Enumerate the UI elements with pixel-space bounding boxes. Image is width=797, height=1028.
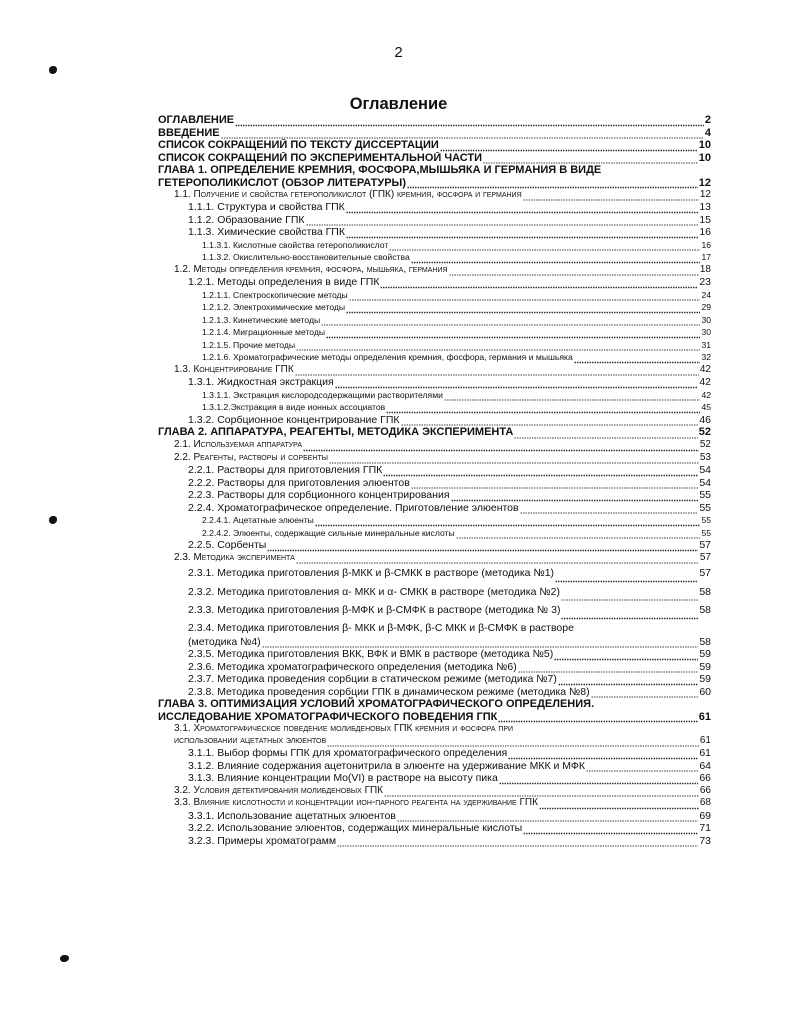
toc-entry-page: 13 <box>699 201 711 214</box>
toc-entry-page: 42 <box>699 376 711 389</box>
toc-entry-page: 54 <box>699 476 711 489</box>
toc-leader-dots <box>389 243 700 251</box>
toc-entry-page: 61 <box>699 735 711 747</box>
page-number: 2 <box>394 44 403 61</box>
toc-leader-dots <box>401 418 699 426</box>
toc-entry-text: 2.3.7. Методика проведения сорбции в статическом режиме (методика №7) <box>188 673 557 686</box>
toc-entry[interactable] <box>158 810 711 823</box>
toc-entry[interactable] <box>158 326 711 339</box>
toc-entry-page: 32 <box>701 352 711 363</box>
toc-entry-page: 55 <box>701 515 711 526</box>
toc-entry-text: ИССЛЕДОВАНИЕ ХРОМАТОГРАФИЧЕСКОГО ПОВЕДЕНИЯ ГПК <box>158 710 498 723</box>
toc-entry-page: 29 <box>701 302 711 313</box>
toc-entry[interactable] <box>158 477 711 490</box>
toc-entry-page: 54 <box>699 464 711 477</box>
toc-leader-dots <box>306 218 699 226</box>
toc-entry-text: 1.1.3.2. Окислительно-восстановительные свойства <box>202 252 410 263</box>
toc-leader-dots <box>554 653 698 661</box>
toc-leader-dots <box>561 593 698 601</box>
toc-entry[interactable] <box>158 152 711 165</box>
toc-entry-page: 71 <box>699 822 711 835</box>
toc-entry-page: 30 <box>701 327 711 338</box>
toc-leader-dots <box>295 368 699 376</box>
toc-leader-dots <box>335 381 699 389</box>
toc-entry[interactable] <box>158 686 711 699</box>
toc-entry[interactable] <box>158 276 711 289</box>
toc-entry[interactable] <box>158 214 711 227</box>
toc-entry-text: 2.3.1. Методика приготовления β-МКК и β-СМКК в растворе (методика №1) <box>188 567 555 580</box>
toc-entry-page: 42 <box>699 363 711 375</box>
toc-entry[interactable] <box>158 747 711 760</box>
toc-entry-page: 15 <box>699 213 711 226</box>
toc-entry-text: 2.2.4.1. Ацетатные элюенты <box>202 515 314 526</box>
toc-entry-page: 17 <box>701 252 711 263</box>
toc-leader-dots <box>586 764 698 772</box>
toc-entry[interactable] <box>158 426 711 439</box>
toc-entry-text: 2.3.8. Методика проведения сорбции ГПК в динамическом режиме (методика №8) <box>188 685 590 698</box>
toc-leader-dots <box>346 206 699 214</box>
toc-entry-page: 24 <box>701 289 711 300</box>
toc-entry-text: 3.3. Влияние кислотности и концентрации ион-парного реагента на удерживание ГПК <box>174 797 538 809</box>
toc-entry-page: 52 <box>698 426 711 439</box>
toc-entry[interactable] <box>158 314 711 327</box>
toc-leader-dots <box>591 690 699 698</box>
toc-entry-text: 1.3.1.2.Экстракция в виде ионных ассоциатов <box>202 402 386 413</box>
toc-entry[interactable] <box>158 364 711 377</box>
toc-leader-dots <box>315 519 701 527</box>
toc-leader-dots <box>384 789 699 797</box>
toc-entry[interactable] <box>158 489 711 502</box>
toc-entry-page: 66 <box>699 784 711 796</box>
toc-entry-page: 58 <box>699 635 711 648</box>
hole-punch-mark <box>60 955 69 962</box>
toc-entry-page: 30 <box>701 314 711 325</box>
toc-entry-text: 1.2.1.1. Спектроскопические методы <box>202 289 348 300</box>
toc-entry-page: 59 <box>699 673 711 686</box>
toc-leader-dots <box>558 678 698 686</box>
toc-entry-text: 2.2. Реагенты, растворы и сорбенты <box>174 451 328 463</box>
toc-leader-dots <box>337 839 698 847</box>
toc-leader-dots <box>321 318 700 326</box>
toc-entry[interactable] <box>158 785 711 798</box>
toc-entry-text: 2.2.4.2. Элюенты, содержащие сильные минеральные кислоты <box>202 527 455 538</box>
toc-leader-dots <box>483 156 698 164</box>
toc-entry-text: 1.3. Концентрирование ГПК <box>174 363 294 375</box>
toc-entry-text: 2.2.2. Растворы для приготовления элюентов <box>188 476 410 489</box>
toc-entry-text: ГЕТЕРОПОЛИКИСЛОТ (ОБЗОР ЛИТЕРАТУРЫ) <box>158 176 406 189</box>
toc-entry-text: 1.2. Методы определения кремния, фосфора, мышьяка, германия <box>174 263 448 275</box>
toc-leader-dots <box>346 231 698 239</box>
toc-entry-page: 66 <box>699 772 711 785</box>
toc-leader-dots <box>523 827 698 835</box>
toc-entry-page: 52 <box>699 439 711 451</box>
toc-entry-text: 1.1.3.1. Кислотные свойства гетерополикислот <box>202 239 389 250</box>
toc-entry-page: 61 <box>698 710 711 723</box>
toc-entry-text: 1.2.1.2. Электрохимические методы <box>202 302 346 313</box>
toc-entry-page: 4 <box>704 126 711 139</box>
toc-entry-text: 1.1.1. Структура и свойства ГПК <box>188 201 345 214</box>
toc-entry[interactable] <box>158 583 711 602</box>
toc-leader-dots <box>327 739 699 747</box>
toc-entry[interactable] <box>158 797 711 810</box>
toc-entry[interactable] <box>158 673 711 686</box>
toc-entry-page: 10 <box>698 151 711 164</box>
toc-entry-text: 3.2.2. Использование элюентов, содержащих минеральные кислоты <box>188 822 523 835</box>
toc-entry-text: 2.3.6. Методика хроматографического определения (методика №6) <box>188 660 517 673</box>
toc-entry[interactable] <box>158 452 711 465</box>
toc-entry-page: 2 <box>704 114 711 126</box>
toc-entry-text: (методика №4) <box>188 635 261 648</box>
toc-entry-text: 1.2.1.3. Кинетические методы <box>202 314 321 325</box>
toc-leader-dots <box>520 506 699 514</box>
toc-entry-page: 31 <box>701 339 711 350</box>
toc-entry-text: 1.3.1.1. Экстракция кислородсодержащими растворителями <box>202 389 443 400</box>
toc-entry[interactable] <box>158 351 711 364</box>
toc-leader-dots <box>407 181 698 189</box>
toc-entry-page: 57 <box>699 567 711 580</box>
toc-entry[interactable] <box>158 289 711 302</box>
toc-entry-text: 2.2.1. Растворы для приготовления ГПК <box>188 464 383 477</box>
toc-entry[interactable] <box>158 339 711 352</box>
toc-entry-page: 68 <box>699 797 711 809</box>
toc-entry-text: 3.1.1. Выбор формы ГПК для хроматографического определения <box>188 747 508 760</box>
toc-entry[interactable] <box>158 464 711 477</box>
toc-entry-text: 1.2.1.5. Прочие методы <box>202 339 296 350</box>
toc-entry-continuation[interactable] <box>174 735 711 747</box>
toc-entry[interactable] <box>158 301 711 314</box>
toc-entry-text: 2.3.5. Методика приготовления ВКК, ВФК и ВМК в растворе (методика №5) <box>188 648 554 661</box>
toc-entry-page: 57 <box>699 539 711 552</box>
toc-entry-text: 2.2.4. Хроматографическое определение. Приготовление элюентов <box>188 501 519 514</box>
toc-entry-text: 2.3.2. Методика приготовления α- МКК и α- СМКК в растворе (методика №2) <box>188 585 560 598</box>
toc-entry-text: 1.3.1. Жидкостная экстракция <box>188 376 334 389</box>
toc-leader-dots <box>539 802 699 810</box>
toc-entry-text: 1.1.2. Образование ГПК <box>188 213 305 226</box>
toc-entry[interactable] <box>158 527 711 540</box>
toc-leader-dots <box>397 814 698 822</box>
toc-entry-text: 2.2.3. Растворы для сорбционного концентрирования <box>188 489 450 502</box>
toc-entry-text: 2.3.3. Методика приготовления β-МФК и β-СМФК в растворе (методика № 3) <box>188 604 561 617</box>
toc-entry-wrapped[interactable] <box>158 164 711 189</box>
toc-entry-page: 59 <box>699 660 711 673</box>
toc-entry[interactable] <box>158 114 711 127</box>
toc-entry-text: 3.1.2. Влияние содержания ацетонитрила в элюенте на удерживание МКК и МФК <box>188 759 586 772</box>
toc-entry-page: 45 <box>701 402 711 413</box>
toc-entry-continuation[interactable] <box>158 177 711 189</box>
toc-entry[interactable] <box>158 648 711 661</box>
toc-leader-dots <box>386 406 700 414</box>
toc-leader-dots <box>451 494 699 502</box>
toc-leader-dots <box>383 469 698 477</box>
toc-leader-dots <box>326 331 700 339</box>
toc-entry[interactable] <box>158 835 711 848</box>
hole-punch-mark <box>49 66 57 74</box>
toc-leader-dots <box>518 665 699 673</box>
toc-leader-dots <box>555 575 698 583</box>
toc-entry[interactable] <box>158 239 711 252</box>
toc-leader-dots <box>262 640 699 648</box>
toc-entry[interactable] <box>158 514 711 527</box>
toc-entry[interactable] <box>158 189 711 202</box>
toc-entry[interactable] <box>158 251 711 264</box>
toc-entry-page: 60 <box>699 685 711 698</box>
toc-entry[interactable] <box>158 414 711 427</box>
toc-entry-continuation[interactable] <box>158 711 711 723</box>
toc-entry-text: 3.1. Хроматографическое поведение молибденовых ГПК кремния и фосфора при <box>174 722 514 734</box>
toc-leader-dots <box>574 356 701 364</box>
toc-entry-text: ГЛАВА 1. ОПРЕДЕЛЕНИЕ КРЕМНИЯ, ФОСФОРА,МЫШЬЯКА И ГЕРМАНИЯ В ВИДЕ <box>158 164 602 177</box>
toc-entry[interactable] <box>158 201 711 214</box>
toc-entry[interactable] <box>158 127 711 140</box>
toc-entry-text: 2.1. Используемая аппаратура <box>174 439 303 451</box>
toc-entry-text: ВВЕДЕНИЕ <box>158 126 220 139</box>
toc-entry[interactable] <box>158 376 711 389</box>
toc-entry[interactable] <box>158 439 711 452</box>
toc-entry[interactable] <box>158 661 711 674</box>
toc-leader-dots <box>514 431 697 439</box>
toc-entry[interactable] <box>158 539 711 552</box>
page-title: Оглавление <box>349 95 448 113</box>
toc-entry-text: 1.2.1.4. Миграционные методы <box>202 327 326 338</box>
toc-entry[interactable] <box>158 552 711 565</box>
toc-entry[interactable] <box>158 226 711 239</box>
toc-entry[interactable] <box>158 389 711 402</box>
toc-leader-dots <box>440 144 698 152</box>
toc-entry-page: 12 <box>699 188 711 200</box>
toc-entry-text: ОГЛАВЛЕНИЕ <box>158 114 235 126</box>
toc-entry-text: СПИСОК СОКРАЩЕНИЙ ПО ЭКСПЕРИМЕНТАЛЬНОЙ ЧАСТИ <box>158 151 483 164</box>
toc-leader-dots <box>349 293 701 301</box>
toc-entry[interactable] <box>158 822 711 835</box>
toc-entry-text: использовании ацетатных элюентов <box>174 735 327 747</box>
toc-leader-dots <box>411 481 699 489</box>
toc-entry[interactable] <box>158 264 711 277</box>
toc-leader-dots <box>444 393 701 401</box>
toc-leader-dots <box>380 281 698 289</box>
toc-leader-dots <box>411 256 701 264</box>
toc-entry-page: 58 <box>699 585 711 598</box>
toc-entry-wrapped[interactable] <box>158 723 711 748</box>
toc-entry-page: 18 <box>699 263 711 275</box>
toc-entry-page: 69 <box>699 809 711 822</box>
toc-leader-dots <box>296 556 699 564</box>
toc-entry-page: 46 <box>699 413 711 426</box>
toc-entry-text: 3.2.3. Примеры хроматограмм <box>188 834 337 847</box>
toc-entry-page: 10 <box>698 139 711 152</box>
toc-entry-text: ГЛАВА 3. ОПТИМИЗАЦИЯ УСЛОВИЙ ХРОМАТОГРАФИЧЕСКОГО ОПРЕДЕЛЕНИЯ. <box>158 698 595 711</box>
toc-entry-text: 2.3. Методика эксперимента <box>174 551 295 563</box>
toc-entry-page: 55 <box>701 527 711 538</box>
toc-entry[interactable] <box>158 401 711 414</box>
toc-entry-text: 1.3.2. Сорбционное концентрирование ГПК <box>188 413 400 426</box>
toc-leader-dots <box>221 131 704 139</box>
toc-entry[interactable] <box>158 772 711 785</box>
toc-entry[interactable] <box>158 502 711 515</box>
toc-entry-text: 1.2.1.6. Хроматографические методы определения кремния, фосфора, германия и мышьяка <box>202 352 573 363</box>
toc-entry-text: 3.1.3. Влияние концентрации Mo(VI) в растворе на высоту пика <box>188 772 498 785</box>
toc-entry-text: СПИСОК СОКРАЩЕНИЙ ПО ТЕКСТУ ДИССЕРТАЦИИ <box>158 139 439 152</box>
toc-entry-page: 57 <box>699 551 711 563</box>
toc-leader-dots <box>346 306 700 314</box>
toc-leader-dots <box>235 119 704 127</box>
toc-entry-text: 1.1.3. Химические свойства ГПК <box>188 226 345 239</box>
toc-entry-page: 23 <box>699 276 711 289</box>
toc-entry[interactable] <box>158 601 711 620</box>
toc-leader-dots <box>296 343 700 351</box>
toc-leader-dots <box>267 544 698 552</box>
toc-entry-page: 53 <box>699 451 711 463</box>
toc-entry-page: 73 <box>699 834 711 847</box>
toc-leader-dots <box>303 444 699 452</box>
toc-entry-text: 1.2.1. Методы определения в виде ГПК <box>188 276 380 289</box>
toc-entry-text: 2.3.4. Методика приготовления β- МКК и β-МФК, β-С МКК и β-СМФК в растворе <box>188 621 574 634</box>
toc-entry-page: 42 <box>701 389 711 400</box>
toc-entry[interactable] <box>158 564 711 583</box>
toc-entry-page: 16 <box>699 226 711 239</box>
toc-entry-text: 1.1. Получение и свойства гетерополикислот (ГПК) кремния, фосфора и германия <box>174 188 522 200</box>
toc-entry-text: ГЛАВА 2. АППАРАТУРА, РЕАГЕНТЫ, МЕТОДИКА ЭКСПЕРИМЕНТА <box>158 426 514 439</box>
toc-leader-dots <box>329 456 699 464</box>
toc-entry-text: 3.2. Условия детектирования молибденовых ГПК <box>174 784 383 796</box>
toc-entry-page: 58 <box>699 604 711 617</box>
toc-entry-wrapped[interactable] <box>158 620 711 649</box>
toc-entry-page: 16 <box>701 239 711 250</box>
toc-leader-dots <box>523 193 699 201</box>
toc-entry-text: 2.2.5. Сорбенты <box>188 539 267 552</box>
toc-entry-page: 55 <box>699 501 711 514</box>
toc-leader-dots <box>561 612 698 620</box>
toc-entry-page: 12 <box>698 176 711 189</box>
toc-entry-page: 61 <box>699 747 711 760</box>
toc-entry[interactable] <box>158 139 711 152</box>
toc-entry-page: 59 <box>699 648 711 661</box>
toc-leader-dots <box>456 531 701 539</box>
toc-leader-dots <box>508 752 698 760</box>
toc-leader-dots <box>499 777 698 785</box>
toc-entry-wrapped[interactable] <box>158 698 711 723</box>
toc-entry-page: 64 <box>699 759 711 772</box>
toc-entry-text: 3.3.1. Использование ацетатных элюентов <box>188 809 396 822</box>
table-of-contents <box>158 114 711 847</box>
hole-punch-mark <box>49 516 57 524</box>
toc-leader-dots <box>498 715 697 723</box>
toc-entry-page: 55 <box>699 489 711 502</box>
toc-leader-dots <box>449 268 699 276</box>
toc-entry-continuation[interactable] <box>188 636 711 649</box>
toc-entry[interactable] <box>158 760 711 773</box>
